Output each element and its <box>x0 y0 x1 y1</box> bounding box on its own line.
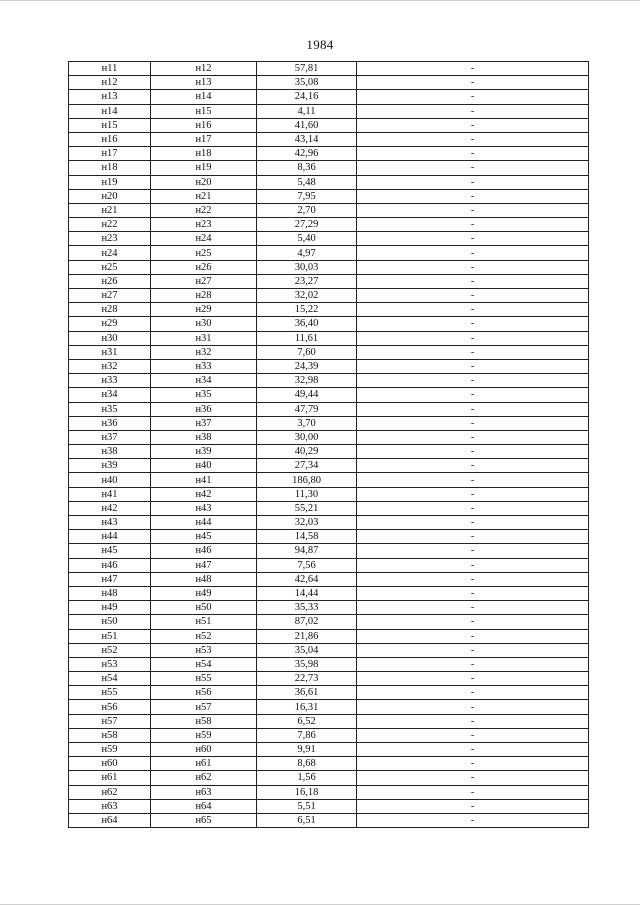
note-cell: - <box>357 430 589 444</box>
from-point-cell: н62 <box>69 785 151 799</box>
table-row <box>69 771 589 785</box>
from-point-cell: н47 <box>69 572 151 586</box>
from-point-cell: н33 <box>69 374 151 388</box>
table-row <box>69 657 589 671</box>
distance-cell: 5,51 <box>257 799 357 813</box>
table-row <box>69 118 589 132</box>
to-point-cell: н29 <box>151 303 257 317</box>
to-point-cell: н50 <box>151 601 257 615</box>
from-point-cell: н37 <box>69 430 151 444</box>
table-row <box>69 416 589 430</box>
from-point-cell: н61 <box>69 771 151 785</box>
to-point-cell: н26 <box>151 260 257 274</box>
from-point-cell: н54 <box>69 672 151 686</box>
note-cell: - <box>357 260 589 274</box>
distance-cell: 42,96 <box>257 147 357 161</box>
note-cell: - <box>357 104 589 118</box>
to-point-cell: н62 <box>151 771 257 785</box>
table-row <box>69 246 589 260</box>
table-row <box>69 743 589 757</box>
table-body <box>69 62 589 828</box>
distance-cell: 5,48 <box>257 175 357 189</box>
note-cell: - <box>357 90 589 104</box>
note-cell: - <box>357 813 589 827</box>
from-point-cell: н39 <box>69 459 151 473</box>
to-point-cell: н21 <box>151 189 257 203</box>
to-point-cell: н27 <box>151 274 257 288</box>
table-row <box>69 643 589 657</box>
note-cell: - <box>357 757 589 771</box>
from-point-cell: н35 <box>69 402 151 416</box>
from-point-cell: н16 <box>69 132 151 146</box>
from-point-cell: н46 <box>69 558 151 572</box>
to-point-cell: н37 <box>151 416 257 430</box>
to-point-cell: н19 <box>151 161 257 175</box>
note-cell: - <box>357 203 589 217</box>
to-point-cell: н43 <box>151 501 257 515</box>
from-point-cell: н22 <box>69 218 151 232</box>
from-point-cell: н51 <box>69 629 151 643</box>
note-cell: - <box>357 118 589 132</box>
to-point-cell: н47 <box>151 558 257 572</box>
distance-cell: 30,03 <box>257 260 357 274</box>
to-point-cell: н14 <box>151 90 257 104</box>
note-cell: - <box>357 218 589 232</box>
from-point-cell: н12 <box>69 76 151 90</box>
to-point-cell: н61 <box>151 757 257 771</box>
from-point-cell: н45 <box>69 544 151 558</box>
table-row <box>69 445 589 459</box>
from-point-cell: н52 <box>69 643 151 657</box>
distance-cell: 9,91 <box>257 743 357 757</box>
distance-cell: 57,81 <box>257 62 357 76</box>
note-cell: - <box>357 643 589 657</box>
to-point-cell: н17 <box>151 132 257 146</box>
from-point-cell: н58 <box>69 728 151 742</box>
note-cell: - <box>357 374 589 388</box>
boundary-segments-table <box>68 61 589 828</box>
to-point-cell: н55 <box>151 672 257 686</box>
table-row <box>69 728 589 742</box>
distance-cell: 27,34 <box>257 459 357 473</box>
note-cell: - <box>357 771 589 785</box>
to-point-cell: н54 <box>151 657 257 671</box>
to-point-cell: н59 <box>151 728 257 742</box>
note-cell: - <box>357 289 589 303</box>
table-row <box>69 558 589 572</box>
note-cell: - <box>357 303 589 317</box>
note-cell: - <box>357 728 589 742</box>
to-point-cell: н24 <box>151 232 257 246</box>
note-cell: - <box>357 331 589 345</box>
table-row <box>69 359 589 373</box>
note-cell: - <box>357 388 589 402</box>
to-point-cell: н34 <box>151 374 257 388</box>
to-point-cell: н57 <box>151 700 257 714</box>
table-row <box>69 757 589 771</box>
from-point-cell: н15 <box>69 118 151 132</box>
note-cell: - <box>357 459 589 473</box>
table-row <box>69 218 589 232</box>
note-cell: - <box>357 402 589 416</box>
to-point-cell: н22 <box>151 203 257 217</box>
to-point-cell: н36 <box>151 402 257 416</box>
to-point-cell: н64 <box>151 799 257 813</box>
from-point-cell: н24 <box>69 246 151 260</box>
note-cell: - <box>357 601 589 615</box>
page-number: 1984 <box>306 37 334 52</box>
from-point-cell: н18 <box>69 161 151 175</box>
table-row <box>69 104 589 118</box>
page-top-edge <box>0 0 640 1</box>
distance-cell: 4,97 <box>257 246 357 260</box>
distance-cell: 6,51 <box>257 813 357 827</box>
to-point-cell: н16 <box>151 118 257 132</box>
from-point-cell: н26 <box>69 274 151 288</box>
from-point-cell: н44 <box>69 530 151 544</box>
from-point-cell: н57 <box>69 714 151 728</box>
distance-cell: 30,00 <box>257 430 357 444</box>
distance-cell: 32,98 <box>257 374 357 388</box>
note-cell: - <box>357 161 589 175</box>
from-point-cell: н25 <box>69 260 151 274</box>
from-point-cell: н27 <box>69 289 151 303</box>
from-point-cell: н64 <box>69 813 151 827</box>
note-cell: - <box>357 544 589 558</box>
distance-cell: 16,18 <box>257 785 357 799</box>
from-point-cell: н43 <box>69 516 151 530</box>
note-cell: - <box>357 714 589 728</box>
to-point-cell: н28 <box>151 289 257 303</box>
table-row <box>69 388 589 402</box>
distance-cell: 1,56 <box>257 771 357 785</box>
from-point-cell: н55 <box>69 686 151 700</box>
table-row <box>69 487 589 501</box>
to-point-cell: н60 <box>151 743 257 757</box>
to-point-cell: н31 <box>151 331 257 345</box>
table-row <box>69 402 589 416</box>
note-cell: - <box>357 516 589 530</box>
from-point-cell: н59 <box>69 743 151 757</box>
from-point-cell: н23 <box>69 232 151 246</box>
table-row <box>69 799 589 813</box>
to-point-cell: н46 <box>151 544 257 558</box>
table-row <box>69 345 589 359</box>
note-cell: - <box>357 785 589 799</box>
note-cell: - <box>357 132 589 146</box>
distance-cell: 14,44 <box>257 586 357 600</box>
from-point-cell: н53 <box>69 657 151 671</box>
to-point-cell: н38 <box>151 430 257 444</box>
note-cell: - <box>357 615 589 629</box>
table-row <box>69 76 589 90</box>
distance-cell: 21,86 <box>257 629 357 643</box>
to-point-cell: н53 <box>151 643 257 657</box>
table-row <box>69 274 589 288</box>
to-point-cell: н12 <box>151 62 257 76</box>
distance-cell: 15,22 <box>257 303 357 317</box>
distance-cell: 36,40 <box>257 317 357 331</box>
note-cell: - <box>357 189 589 203</box>
note-cell: - <box>357 359 589 373</box>
from-point-cell: н34 <box>69 388 151 402</box>
note-cell: - <box>357 175 589 189</box>
distance-cell: 11,61 <box>257 331 357 345</box>
table-row <box>69 700 589 714</box>
note-cell: - <box>357 501 589 515</box>
table-row <box>69 813 589 827</box>
to-point-cell: н63 <box>151 785 257 799</box>
note-cell: - <box>357 473 589 487</box>
to-point-cell: н45 <box>151 530 257 544</box>
distance-cell: 14,58 <box>257 530 357 544</box>
note-cell: - <box>357 572 589 586</box>
distance-cell: 35,04 <box>257 643 357 657</box>
distance-cell: 16,31 <box>257 700 357 714</box>
table-row <box>69 615 589 629</box>
to-point-cell: н23 <box>151 218 257 232</box>
distance-cell: 35,08 <box>257 76 357 90</box>
distance-cell: 41,60 <box>257 118 357 132</box>
distance-cell: 43,14 <box>257 132 357 146</box>
to-point-cell: н52 <box>151 629 257 643</box>
table-row <box>69 785 589 799</box>
table-row <box>69 132 589 146</box>
note-cell: - <box>357 76 589 90</box>
to-point-cell: н44 <box>151 516 257 530</box>
to-point-cell: н25 <box>151 246 257 260</box>
note-cell: - <box>357 147 589 161</box>
note-cell: - <box>357 686 589 700</box>
to-point-cell: н35 <box>151 388 257 402</box>
distance-cell: 24,16 <box>257 90 357 104</box>
note-cell: - <box>357 487 589 501</box>
to-point-cell: н30 <box>151 317 257 331</box>
distance-cell: 22,73 <box>257 672 357 686</box>
to-point-cell: н48 <box>151 572 257 586</box>
distance-cell: 11,30 <box>257 487 357 501</box>
table-row <box>69 189 589 203</box>
from-point-cell: н11 <box>69 62 151 76</box>
table-row <box>69 147 589 161</box>
note-cell: - <box>357 232 589 246</box>
distance-cell: 55,21 <box>257 501 357 515</box>
distance-cell: 6,52 <box>257 714 357 728</box>
from-point-cell: н60 <box>69 757 151 771</box>
to-point-cell: н42 <box>151 487 257 501</box>
table-row <box>69 430 589 444</box>
distance-cell: 2,70 <box>257 203 357 217</box>
distance-cell: 186,80 <box>257 473 357 487</box>
table-row <box>69 714 589 728</box>
from-point-cell: н36 <box>69 416 151 430</box>
to-point-cell: н56 <box>151 686 257 700</box>
distance-cell: 47,79 <box>257 402 357 416</box>
note-cell: - <box>357 62 589 76</box>
table-row <box>69 161 589 175</box>
from-point-cell: н29 <box>69 317 151 331</box>
note-cell: - <box>357 672 589 686</box>
distance-cell: 42,64 <box>257 572 357 586</box>
note-cell: - <box>357 317 589 331</box>
to-point-cell: н33 <box>151 359 257 373</box>
note-cell: - <box>357 700 589 714</box>
table-row <box>69 672 589 686</box>
table-row <box>69 459 589 473</box>
table-row <box>69 374 589 388</box>
from-point-cell: н38 <box>69 445 151 459</box>
note-cell: - <box>357 586 589 600</box>
table-row <box>69 317 589 331</box>
distance-cell: 36,61 <box>257 686 357 700</box>
from-point-cell: н17 <box>69 147 151 161</box>
distance-cell: 7,60 <box>257 345 357 359</box>
from-point-cell: н41 <box>69 487 151 501</box>
to-point-cell: н51 <box>151 615 257 629</box>
to-point-cell: н49 <box>151 586 257 600</box>
from-point-cell: н48 <box>69 586 151 600</box>
table-row <box>69 203 589 217</box>
distance-cell: 32,02 <box>257 289 357 303</box>
distance-cell: 49,44 <box>257 388 357 402</box>
to-point-cell: н15 <box>151 104 257 118</box>
note-cell: - <box>357 530 589 544</box>
distance-cell: 23,27 <box>257 274 357 288</box>
distance-cell: 7,86 <box>257 728 357 742</box>
note-cell: - <box>357 445 589 459</box>
to-point-cell: н65 <box>151 813 257 827</box>
distance-cell: 94,87 <box>257 544 357 558</box>
table-row <box>69 62 589 76</box>
from-point-cell: н50 <box>69 615 151 629</box>
table-row <box>69 90 589 104</box>
to-point-cell: н18 <box>151 147 257 161</box>
from-point-cell: н32 <box>69 359 151 373</box>
to-point-cell: н40 <box>151 459 257 473</box>
distance-cell: 87,02 <box>257 615 357 629</box>
distance-cell: 24,39 <box>257 359 357 373</box>
distance-cell: 7,56 <box>257 558 357 572</box>
from-point-cell: н42 <box>69 501 151 515</box>
table-row <box>69 260 589 274</box>
distance-cell: 8,68 <box>257 757 357 771</box>
table-row <box>69 289 589 303</box>
table-row <box>69 686 589 700</box>
note-cell: - <box>357 246 589 260</box>
note-cell: - <box>357 558 589 572</box>
from-point-cell: н14 <box>69 104 151 118</box>
table-row <box>69 586 589 600</box>
from-point-cell: н63 <box>69 799 151 813</box>
from-point-cell: н28 <box>69 303 151 317</box>
to-point-cell: н39 <box>151 445 257 459</box>
to-point-cell: н32 <box>151 345 257 359</box>
distance-cell: 7,95 <box>257 189 357 203</box>
note-cell: - <box>357 274 589 288</box>
table-row <box>69 516 589 530</box>
table-row <box>69 175 589 189</box>
table-row <box>69 473 589 487</box>
from-point-cell: н13 <box>69 90 151 104</box>
note-cell: - <box>357 743 589 757</box>
from-point-cell: н30 <box>69 331 151 345</box>
to-point-cell: н20 <box>151 175 257 189</box>
from-point-cell: н21 <box>69 203 151 217</box>
note-cell: - <box>357 416 589 430</box>
distance-cell: 40,29 <box>257 445 357 459</box>
from-point-cell: н20 <box>69 189 151 203</box>
table-row <box>69 544 589 558</box>
distance-cell: 35,33 <box>257 601 357 615</box>
to-point-cell: н13 <box>151 76 257 90</box>
note-cell: - <box>357 345 589 359</box>
table-row <box>69 572 589 586</box>
table-row <box>69 601 589 615</box>
table-row <box>69 629 589 643</box>
table-row <box>69 501 589 515</box>
from-point-cell: н49 <box>69 601 151 615</box>
from-point-cell: н40 <box>69 473 151 487</box>
from-point-cell: н31 <box>69 345 151 359</box>
to-point-cell: н58 <box>151 714 257 728</box>
distance-cell: 32,03 <box>257 516 357 530</box>
distance-cell: 35,98 <box>257 657 357 671</box>
distance-cell: 4,11 <box>257 104 357 118</box>
table-row <box>69 232 589 246</box>
note-cell: - <box>357 799 589 813</box>
to-point-cell: н41 <box>151 473 257 487</box>
distance-cell: 5,40 <box>257 232 357 246</box>
note-cell: - <box>357 629 589 643</box>
distance-cell: 27,29 <box>257 218 357 232</box>
from-point-cell: н19 <box>69 175 151 189</box>
distance-cell: 3,70 <box>257 416 357 430</box>
table-row <box>69 303 589 317</box>
table-row <box>69 331 589 345</box>
table-row <box>69 530 589 544</box>
note-cell: - <box>357 657 589 671</box>
from-point-cell: н56 <box>69 700 151 714</box>
distance-cell: 8,36 <box>257 161 357 175</box>
